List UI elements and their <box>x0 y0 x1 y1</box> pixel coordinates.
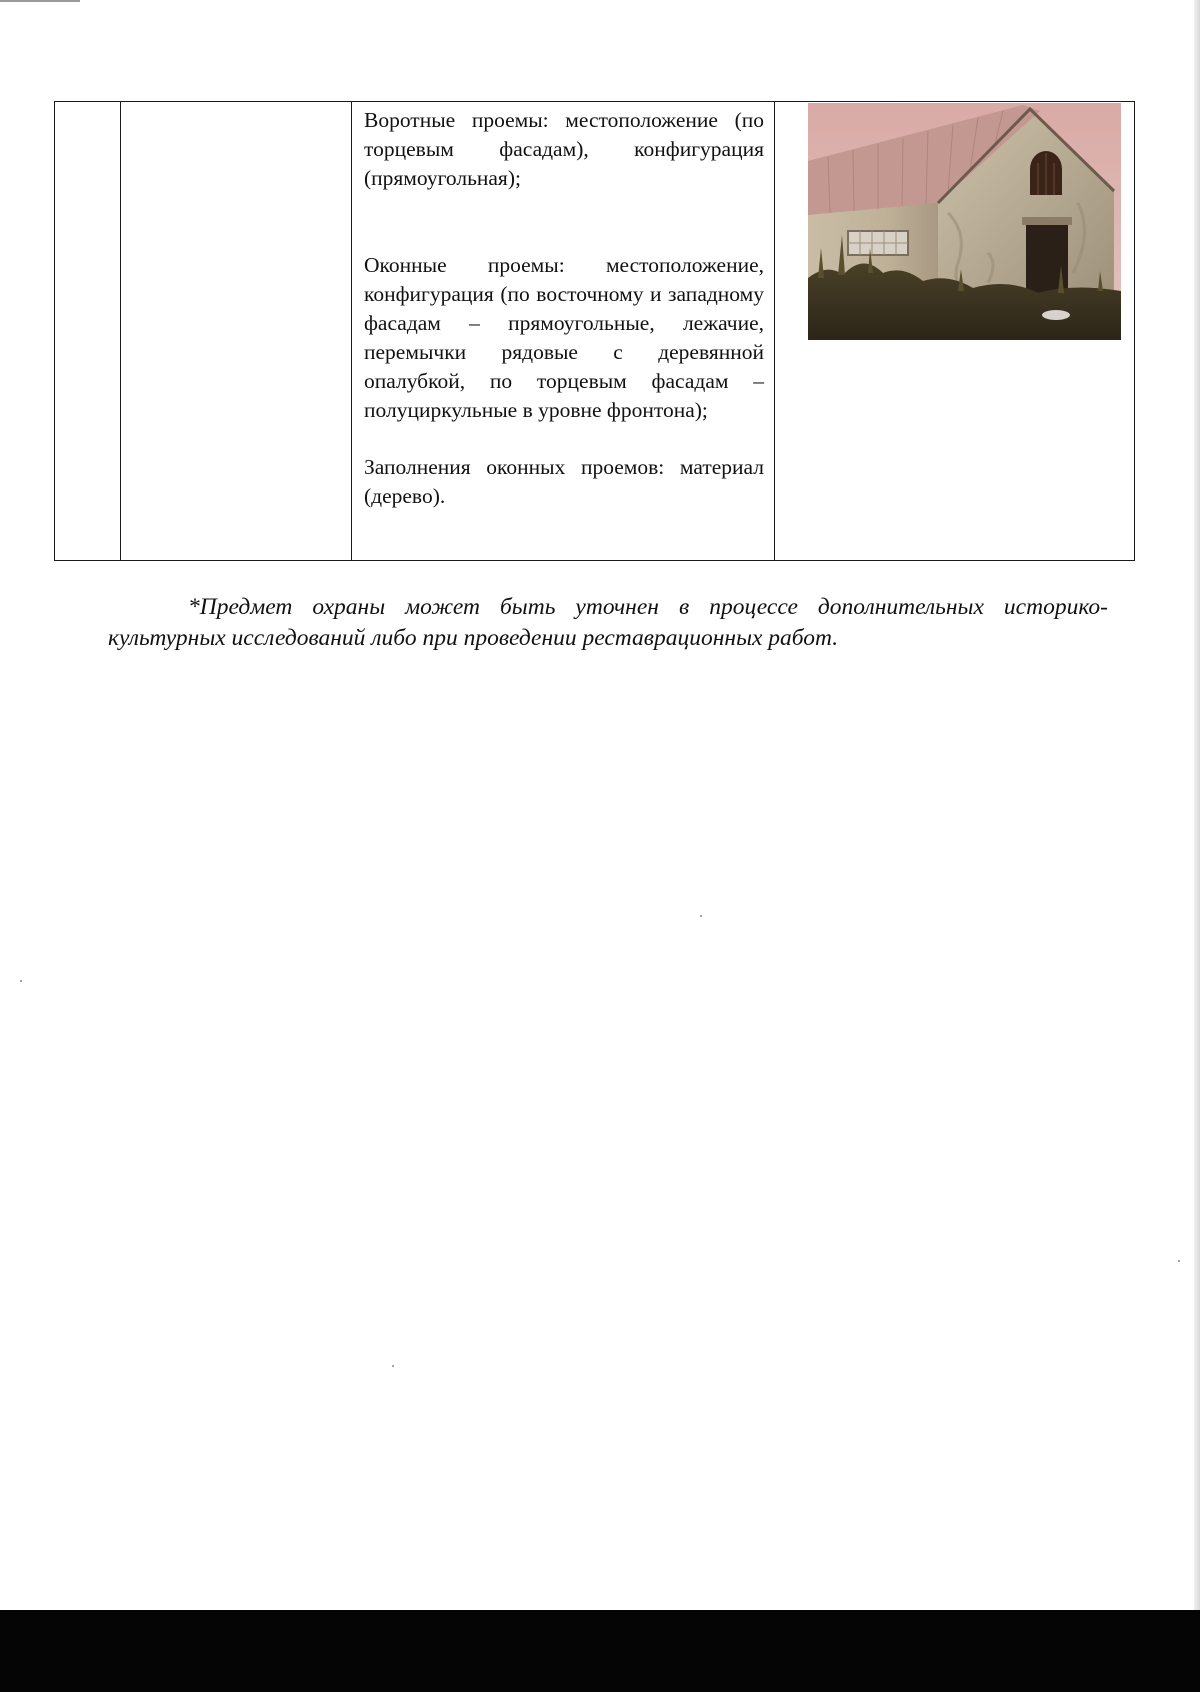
protection-subject-table <box>54 101 1135 561</box>
building-facade-photo <box>808 103 1121 340</box>
scan-speck <box>1178 1260 1180 1262</box>
number-cell <box>55 102 121 561</box>
description-cell <box>352 102 775 561</box>
scan-speck <box>20 980 22 982</box>
photo-cell <box>775 102 1135 561</box>
scan-speck <box>392 1365 394 1367</box>
footnote: *Предмет охраны может быть уточнен в процессе дополнительных историко-культурных исследований либо при проведении реставрационных работ. <box>108 594 1108 651</box>
scan-edge <box>1194 0 1200 1692</box>
scan-bottom-band <box>0 1610 1200 1692</box>
scan-speck <box>700 915 702 917</box>
window-openings-text: Оконные проемы: местоположение, конфигурация (по восточному и западному фасадам – прямоугольные, лежачие, перемычки рядовые с деревянной опалубкой, по торцевым фасадам – полуциркульные в уровне фронтона); <box>364 253 764 422</box>
window-fillings-text: Заполнения оконных проемов: материал (дерево). <box>364 455 764 508</box>
category-cell <box>121 102 352 561</box>
scan-artifact-line <box>0 0 80 2</box>
gate-openings-text: Воротные проемы: местоположение (по торцевым фасадам), конфигурация (прямоугольная); <box>364 108 764 190</box>
debris <box>1042 310 1070 320</box>
gate-lintel <box>1022 217 1072 225</box>
table-row <box>55 102 1135 561</box>
